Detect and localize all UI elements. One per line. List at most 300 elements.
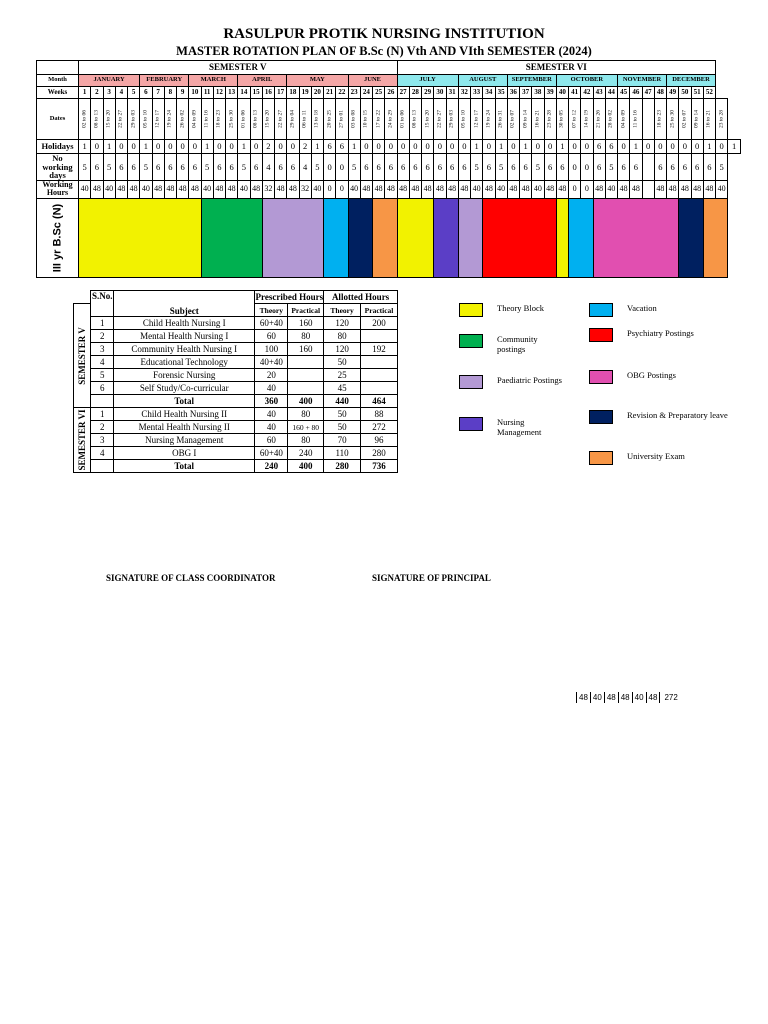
working-hours-count: 48 (446, 180, 458, 198)
row-label-holidays: Holidays (37, 140, 79, 154)
date-range: 05 to 10 (142, 109, 149, 129)
working-days-count: 6 (275, 154, 287, 181)
date-cell (471, 99, 483, 140)
hours-cell: 160 + 80 (288, 421, 324, 434)
hours-cell: 120 (324, 317, 361, 330)
date-cell (605, 99, 617, 140)
date-cell (115, 99, 127, 140)
week-number: 21 (324, 87, 336, 99)
rotation-block (458, 198, 483, 277)
hours-cell (361, 382, 398, 395)
working-days-count: 5 (605, 154, 617, 181)
week-number: 24 (360, 87, 372, 99)
week-number: 32 (458, 87, 470, 99)
week-number: 8 (164, 87, 176, 99)
working-days-count: 6 (446, 154, 458, 181)
total-row (74, 395, 398, 408)
legend-item (459, 303, 567, 317)
holiday-count: 1 (348, 140, 360, 154)
hours-cell: 110 (324, 447, 361, 460)
hours-cell: 20 (255, 369, 288, 382)
date-cell (532, 99, 544, 140)
hours-cell: 440 (324, 395, 361, 408)
working-hours-count: 48 (422, 180, 434, 198)
date-range: 26 to 02 (178, 109, 185, 129)
week-number: 29 (422, 87, 434, 99)
holiday-count: 6 (336, 140, 348, 154)
sno-cell: 2 (91, 421, 114, 434)
legend-swatch (589, 370, 613, 384)
summary-cell: 40 (632, 692, 646, 703)
date-range: 23 to 28 (717, 109, 724, 129)
holiday-count: 2 (299, 140, 311, 154)
allotted-hours-header: Allotted Hours (324, 291, 398, 304)
legend-swatch (589, 451, 613, 465)
month-cell: JANUARY (79, 75, 140, 87)
week-number: 22 (336, 87, 348, 99)
date-range: 27 to 01 (338, 109, 345, 129)
holiday-count: 0 (434, 140, 446, 154)
subject-row (74, 421, 398, 434)
hours-cell: 60+40 (255, 317, 288, 330)
holiday-count: 0 (458, 140, 470, 154)
month-cell: OCTOBER (556, 75, 617, 87)
week-number: 15 (250, 87, 262, 99)
date-cell (140, 99, 152, 140)
date-range: 11 to 16 (203, 110, 210, 128)
sno-cell: 3 (91, 434, 114, 447)
legend-swatch (589, 328, 613, 342)
working-days-count: 5 (495, 154, 507, 181)
week-number: 16 (262, 87, 274, 99)
rotation-block (373, 198, 398, 277)
date-range: 13 to 18 (313, 109, 320, 129)
working-days-count: 5 (532, 154, 544, 181)
legend-label: Nursing Management (497, 417, 542, 438)
date-cell (581, 99, 593, 140)
working-hours-count: 48 (189, 180, 201, 198)
sno-cell: 2 (91, 330, 114, 343)
holiday-count: 0 (581, 140, 593, 154)
holiday-count: 1 (201, 140, 213, 154)
hours-cell: 100 (255, 343, 288, 356)
holiday-count: 1 (140, 140, 152, 154)
date-range: 05 to 10 (460, 109, 467, 129)
working-hours-count: 48 (703, 180, 715, 198)
date-range: 02 to 07 (509, 109, 516, 129)
holiday-count: 0 (446, 140, 458, 154)
holiday-count: 0 (250, 140, 262, 154)
hours-cell: 60 (255, 434, 288, 447)
working-hours-count: 48 (397, 180, 409, 198)
date-range: 19 to 24 (485, 109, 492, 129)
date-cell (201, 99, 213, 140)
date-range: 22 to 27 (276, 109, 283, 129)
date-range: 18 to 23 (215, 109, 222, 129)
holiday-count: 0 (226, 140, 238, 154)
week-number: 39 (544, 87, 556, 99)
date-range: 26 to 31 (497, 109, 504, 129)
working-days-count: 5 (311, 154, 323, 181)
working-days-count: 6 (458, 154, 470, 181)
date-range: 22 to 27 (117, 109, 124, 129)
working-hours-count: 48 (250, 180, 262, 198)
week-number: 17 (275, 87, 287, 99)
hours-cell: 70 (324, 434, 361, 447)
week-number: 47 (642, 87, 654, 99)
holiday-count: 0 (385, 140, 397, 154)
hours-cell: 50 (324, 421, 361, 434)
date-range: 22 to 27 (436, 109, 443, 129)
holiday-count: 1 (520, 140, 532, 154)
month-cell: AUGUST (458, 75, 507, 87)
working-hours-count: 48 (483, 180, 495, 198)
hours-cell: 200 (361, 317, 398, 330)
week-number: 11 (201, 87, 213, 99)
date-cell (177, 99, 189, 140)
date-range: 15 to 20 (423, 109, 430, 129)
working-days-count: 6 (177, 154, 189, 181)
holiday-count: 0 (654, 140, 666, 154)
working-days-count: 6 (630, 154, 642, 181)
date-range: 29 to 04 (289, 109, 296, 129)
holiday-count: 0 (128, 140, 140, 154)
week-number: 52 (703, 87, 715, 99)
date-range: 04 to 09 (191, 109, 198, 129)
holiday-count: 0 (483, 140, 495, 154)
date-range: 08 to 13 (93, 109, 100, 129)
hours-cell: 60+40 (255, 447, 288, 460)
working-hours-count: 48 (287, 180, 299, 198)
date-cell (630, 99, 642, 140)
holiday-count: 6 (324, 140, 336, 154)
working-hours-count: 48 (618, 180, 630, 198)
date-range: 17 to 22 (374, 109, 381, 129)
semester-vi-header: SEMESTER VI (397, 61, 716, 75)
date-cell (79, 99, 91, 140)
holiday-count: 0 (409, 140, 421, 154)
semester-col-spacer (74, 291, 91, 304)
week-number: 25 (373, 87, 385, 99)
date-cell (703, 99, 715, 140)
working-days-count: 0 (569, 154, 581, 181)
subject-name: Nursing Management (113, 434, 254, 447)
rotation-block (703, 198, 728, 277)
holiday-count: 1 (495, 140, 507, 154)
hours-cell: 360 (255, 395, 288, 408)
holiday-count: 0 (189, 140, 201, 154)
date-cell (226, 99, 238, 140)
legend-label: Theory Block (497, 303, 544, 313)
year-label: III yr B.Sc (N) (51, 203, 63, 272)
subject-hours-table (73, 290, 398, 473)
hours-cell: 80 (324, 330, 361, 343)
holiday-count: 0 (544, 140, 556, 154)
date-range: 09 to 14 (693, 109, 700, 129)
date-cell (409, 99, 421, 140)
date-cell (434, 99, 446, 140)
summary-cell: 48 (618, 692, 632, 703)
hours-summary-row (576, 692, 678, 703)
subject-row (74, 382, 398, 395)
hours-cell: 40 (255, 382, 288, 395)
summary-cell: 40 (590, 692, 604, 703)
working-hours-count: 40 (311, 180, 323, 198)
date-range: 23 to 28 (546, 109, 553, 129)
date-cell (250, 99, 262, 140)
working-days-count: 4 (262, 154, 274, 181)
working-days-count: 6 (250, 154, 262, 181)
month-cell: NOVEMBER (618, 75, 667, 87)
hours-cell: 50 (324, 356, 361, 369)
holiday-count: 6 (605, 140, 617, 154)
subject-name: Educational Technology (113, 356, 254, 369)
date-range: 29 to 03 (129, 109, 136, 129)
working-days-count: 6 (287, 154, 299, 181)
date-range: 01 to 06 (399, 109, 406, 129)
month-cell: SEPTEMBER (507, 75, 556, 87)
row-label-month: Month (37, 75, 79, 87)
legend-item (589, 370, 747, 384)
week-number: 26 (385, 87, 397, 99)
holiday-count: 6 (593, 140, 605, 154)
working-days-count: 6 (152, 154, 164, 181)
working-hours-count: 32 (262, 180, 274, 198)
holiday-count: 1 (103, 140, 115, 154)
holiday-count: 1 (311, 140, 323, 154)
holiday-count: 1 (79, 140, 91, 154)
hours-cell (361, 369, 398, 382)
date-cell (654, 99, 666, 140)
working-days-count: 6 (226, 154, 238, 181)
week-number: 49 (667, 87, 679, 99)
holiday-count: 0 (164, 140, 176, 154)
legend-label: Revision & Preparatory leave (627, 410, 728, 420)
allotted-practical-header: Practical (361, 304, 398, 317)
date-cell (507, 99, 519, 140)
date-cell (495, 99, 507, 140)
working-days-count: 5 (79, 154, 91, 181)
hours-cell: 88 (361, 408, 398, 421)
holiday-count: 0 (287, 140, 299, 154)
working-hours-count: 48 (164, 180, 176, 198)
date-range: 04 to 09 (619, 109, 626, 129)
date-cell (164, 99, 176, 140)
working-days-count: 5 (103, 154, 115, 181)
working-hours-count: 0 (324, 180, 336, 198)
working-hours-count: 40 (605, 180, 617, 198)
week-number: 3 (103, 87, 115, 99)
holiday-count: 0 (275, 140, 287, 154)
subject-row (74, 408, 398, 421)
holiday-count: 0 (91, 140, 103, 154)
hours-cell: 464 (361, 395, 398, 408)
legend-label: University Exam (627, 451, 685, 461)
working-hours-count: 40 (716, 180, 728, 198)
summary-cell: 48 (576, 692, 590, 703)
subject-row (74, 317, 398, 330)
hours-cell: 272 (361, 421, 398, 434)
legend-item (589, 303, 747, 317)
summary-total: 272 (664, 693, 678, 702)
holiday-count: 0 (532, 140, 544, 154)
holiday-count: 1 (471, 140, 483, 154)
date-cell (348, 99, 360, 140)
working-days-count: 6 (691, 154, 703, 181)
date-cell (593, 99, 605, 140)
date-cell (311, 99, 323, 140)
date-cell (556, 99, 568, 140)
week-number: 13 (226, 87, 238, 99)
hours-cell: 280 (361, 447, 398, 460)
rotation-block (262, 198, 323, 277)
sno-header: S.No. (91, 291, 114, 317)
hours-cell (361, 356, 398, 369)
hours-cell: 45 (324, 382, 361, 395)
week-number: 48 (654, 87, 666, 99)
institution-title: RASULPUR PROTIK NURSING INSTITUTION (223, 26, 545, 42)
week-number: 4 (115, 87, 127, 99)
date-cell (642, 99, 654, 140)
summary-cell: 48 (604, 692, 618, 703)
working-days-count: 6 (434, 154, 446, 181)
week-number: 43 (593, 87, 605, 99)
subject-row (74, 369, 398, 382)
working-days-count: 6 (373, 154, 385, 181)
hours-cell: 40+40 (255, 356, 288, 369)
subject-name: Community Health Nursing I (113, 343, 254, 356)
working-days-count: 6 (189, 154, 201, 181)
row-label-dates: Dates (37, 99, 79, 140)
week-number: 7 (152, 87, 164, 99)
holiday-count: 0 (373, 140, 385, 154)
month-cell: APRIL (238, 75, 287, 87)
month-cell: JULY (397, 75, 458, 87)
hours-cell: 60 (255, 330, 288, 343)
holiday-count: 0 (667, 140, 679, 154)
holiday-count: 0 (569, 140, 581, 154)
week-number: 6 (140, 87, 152, 99)
holiday-count: 0 (642, 140, 654, 154)
working-days-count: 6 (667, 154, 679, 181)
month-cell: MARCH (189, 75, 238, 87)
working-hours-count: 48 (556, 180, 568, 198)
working-hours-count: 48 (458, 180, 470, 198)
subject-row (74, 447, 398, 460)
working-hours-count: 48 (177, 180, 189, 198)
subject-header: Subject (113, 291, 254, 317)
week-number: 18 (287, 87, 299, 99)
date-cell (373, 99, 385, 140)
legend-label: Paediatric Postings (497, 375, 562, 385)
week-number: 19 (299, 87, 311, 99)
holiday-count: 0 (618, 140, 630, 154)
semester-v-header: SEMESTER V (79, 61, 398, 75)
working-days-count (642, 154, 654, 181)
working-hours-count: 40 (532, 180, 544, 198)
sno-cell: 4 (91, 356, 114, 369)
holiday-count: 0 (397, 140, 409, 154)
date-range: 21 to 26 (595, 109, 602, 129)
date-cell (262, 99, 274, 140)
working-hours-count: 0 (336, 180, 348, 198)
year-label-cell (37, 198, 79, 277)
week-number: 42 (581, 87, 593, 99)
sno-cell: 6 (91, 382, 114, 395)
total-label: Total (113, 460, 254, 473)
working-hours-count: 48 (91, 180, 103, 198)
semester-vi-label: SEMESTER VI (77, 409, 88, 471)
date-range: 11 to 16 (632, 110, 639, 128)
hours-cell (288, 382, 324, 395)
hours-cell: 240 (255, 460, 288, 473)
date-cell (422, 99, 434, 140)
working-days-count: 5 (238, 154, 250, 181)
prescribed-hours-header: Prescribed Hours (255, 292, 324, 302)
legend-item (459, 334, 567, 354)
date-range: 02 to 07 (681, 109, 688, 129)
working-hours-count: 40 (495, 180, 507, 198)
week-number: 12 (213, 87, 225, 99)
week-number: 2 (91, 87, 103, 99)
working-hours-count: 48 (152, 180, 164, 198)
week-number: 46 (630, 87, 642, 99)
legend-swatch (589, 303, 613, 317)
sno-cell: 4 (91, 447, 114, 460)
subject-name: Child Health Nursing II (113, 408, 254, 421)
legend-label: OBG Postings (627, 370, 676, 380)
date-cell (275, 99, 287, 140)
subject-row (74, 434, 398, 447)
working-days-count: 4 (299, 154, 311, 181)
legend-swatch (589, 410, 613, 424)
rotation-block (324, 198, 349, 277)
date-range: 08 to 13 (411, 109, 418, 129)
row-label-working-days: No working days (37, 154, 79, 181)
date-cell (336, 99, 348, 140)
date-range: 20 to 25 (325, 109, 332, 129)
date-range: 25 to 30 (227, 109, 234, 129)
working-hours-count: 40 (471, 180, 483, 198)
working-hours-count: 40 (140, 180, 152, 198)
date-range: 18 to 23 (656, 109, 663, 129)
prescribed-theory-header: Theory (255, 304, 288, 317)
row-label-weeks: Weeks (37, 87, 79, 99)
holiday-count: 1 (238, 140, 250, 154)
working-hours-count: 40 (103, 180, 115, 198)
holiday-count: 0 (716, 140, 728, 154)
prescribed-practical-header: Practical (288, 304, 324, 317)
working-days-count: 6 (483, 154, 495, 181)
holiday-count: 1 (703, 140, 715, 154)
working-days-count: 6 (654, 154, 666, 181)
week-number: 1 (79, 87, 91, 99)
date-range: 08 to 13 (252, 109, 259, 129)
date-range: 09 to 14 (521, 109, 528, 129)
subject-name: OBG I (113, 447, 254, 460)
legend-label: Psychiatry Postings (627, 328, 694, 338)
holiday-count: 0 (213, 140, 225, 154)
hours-cell: 160 (288, 317, 324, 330)
date-cell (716, 99, 728, 140)
week-number: 37 (520, 87, 532, 99)
subject-name: Mental Health Nursing I (113, 330, 254, 343)
summary-cell: 48 (646, 692, 661, 703)
date-cell (691, 99, 703, 140)
subject-name: Child Health Nursing I (113, 317, 254, 330)
date-cell (446, 99, 458, 140)
date-range: 19 to 24 (166, 109, 173, 129)
